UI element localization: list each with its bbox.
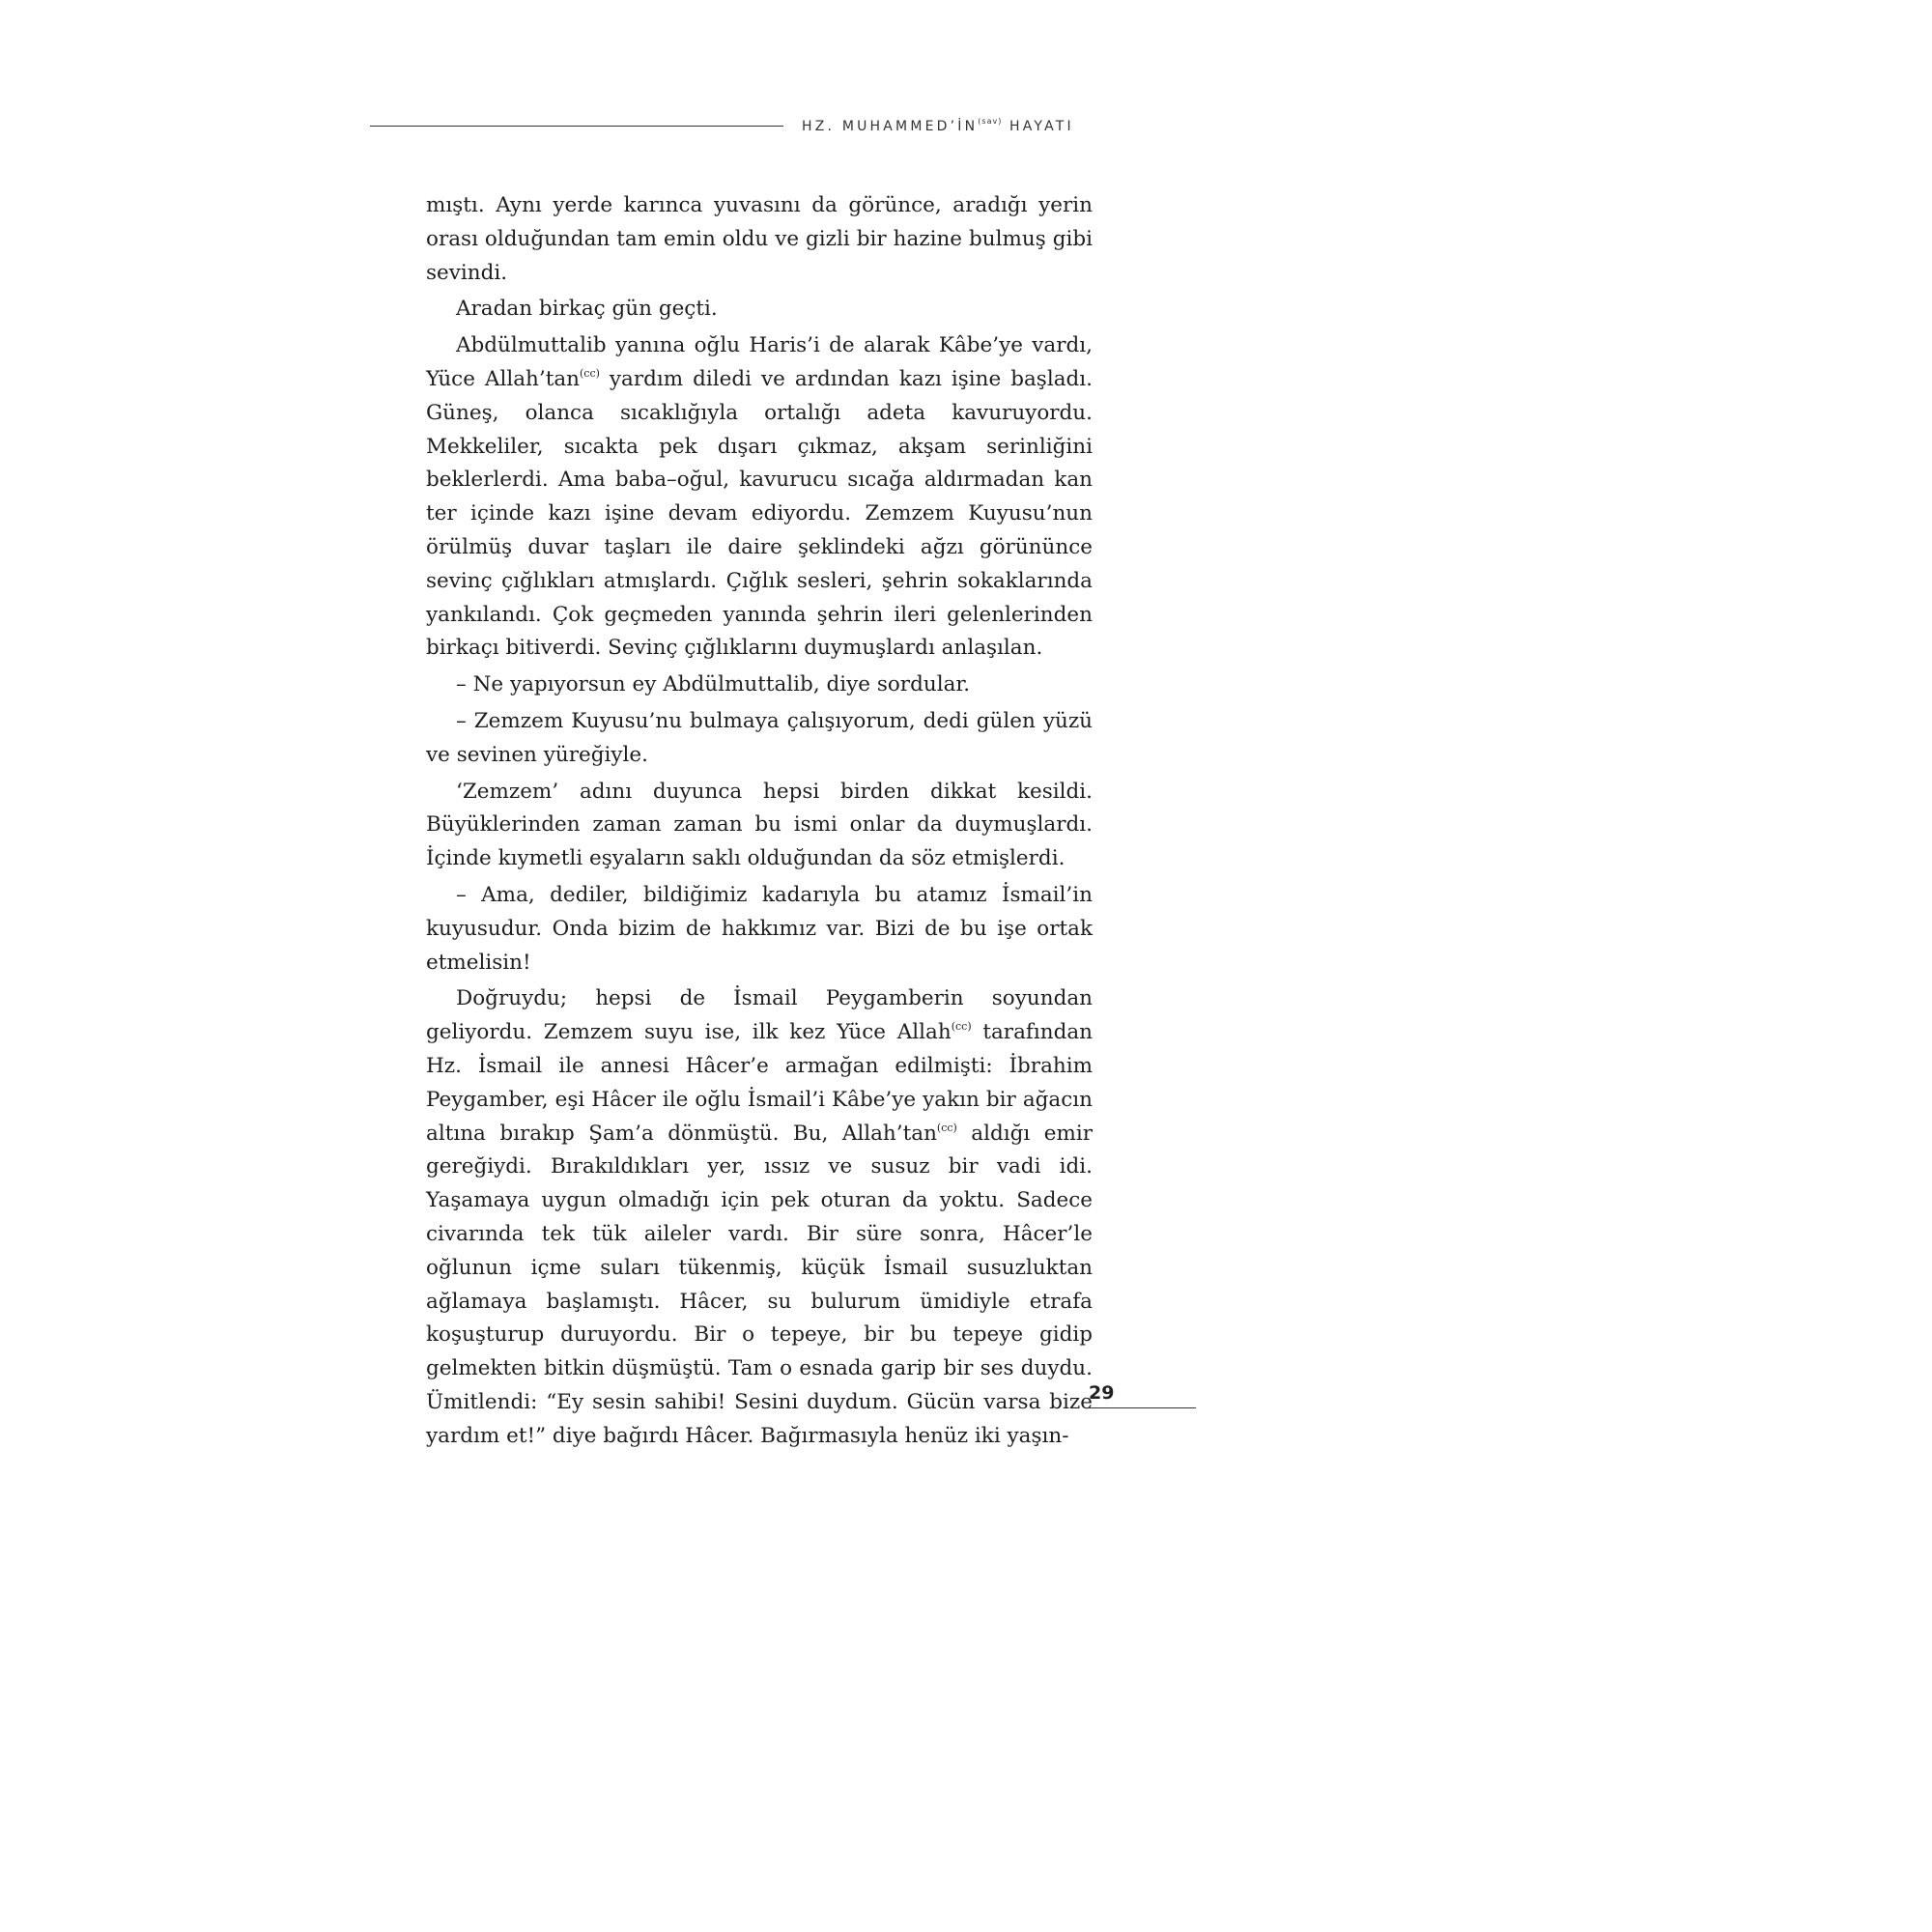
paragraph-text: mıştı. Aynı yerde karınca yuvasını da görünce, aradığı yerin orası olduğundan tam emin oldu ve gizli bir hazine bulmuş gibi sevindi. — [426, 193, 1093, 285]
page-number: 29 — [1089, 1382, 1115, 1404]
running-head-title: HZ. MUHAMMED’İN — [802, 119, 979, 134]
honorific-superscript: (cc) — [580, 366, 600, 380]
paragraph-text: Aradan birkaç gün geçti. — [456, 297, 718, 322]
paragraph-text: – Zemzem Kuyusu’nu bulmaya çalışıyorum, dedi gülen yüzü ve sevinen yüreğiyle. — [426, 708, 1093, 767]
running-head-title-end: HAYATI — [1009, 119, 1074, 134]
paragraph — [426, 879, 1093, 980]
paragraph — [426, 982, 1093, 1453]
paragraph-text: Doğruydu; hepsi de İsmail Peygamberin soyundan geliyordu. Zemzem suyu ise, ilk kez Yüce Allah — [426, 986, 1093, 1045]
body-text — [426, 189, 1093, 1456]
paragraph — [426, 705, 1093, 773]
paragraph-text: – Ne yapıyorsun ey Abdülmuttalib, diye sordular. — [456, 672, 971, 697]
page-number-rule — [1089, 1407, 1196, 1408]
running-head-honorific: (sav) — [978, 117, 1003, 126]
paragraph-text: yardım diledi ve ardından kazı işine başladı. Güneş, olanca sıcaklığıyla ortalığı adeta kavuruyordu. Mekkeliler, sıcakta pek dışarı çıkmaz, akşam serinliğini beklerlerdi. Ama baba–oğul, kavurucu sıcağa aldırmadan kan ter içinde kazı işine devam ediyordu. Zemzem Kuyusu’nun örülmüş duvar taşları ile daire şeklindeki ağzı görününce sevinç çığlıkları atmışlardı. Çığlık sesleri, şehrin sokaklarında yankılandı. Çok geçmeden yanında şehrin ileri gelenlerinden birkaçı bitiverdi. Sevinç çığlıklarını duymuşlardı anlaşılan. — [426, 366, 1094, 661]
paragraph-text: ‘Zemzem’ adını duyunca hepsi birden dikkat kesildi. Büyüklerinden zaman zaman bu ismi onlar da duymuşlardı. İçinde kıymetli eşyaların saklı olduğundan da söz etmişlerdi. — [426, 779, 1093, 871]
paragraph — [426, 189, 1093, 290]
paragraph — [426, 668, 1093, 702]
header-rule — [370, 126, 783, 127]
paragraph — [426, 293, 1093, 327]
paragraph-text: tarafından Hz. İsmail ile annesi Hâcer’e armağan edilmişti: İbrahim Peygamber, eşi Hâcer ile oğlu İsmail’i Kâbe’ye yakın bir ağacın altına bırakıp Şam’a dönmüştü. Bu, Allah’tan — [426, 1020, 1093, 1146]
paragraph-text: aldığı emir gereğiydi. Bırakıldıkları yer, ıssız ve susuz bir vadi idi. Yaşamaya uygun olmadığı için pek oturan da yoktu. Sadece civarında tek tük aileler vardı. Bir süre sonra, Hâcer’le oğlunun içme suları tükenmiş, küçük İsmail susuzluktan ağlamaya başlamıştı. Hâcer, su bulurum ümidiyle etrafa koşuşturup duruyordu. Bir o tepeye, bir bu tepeye gidip gelmekten bitkin düşmüştü. Tam o esnada garip bir ses duydu. Ümitlendi: “Ey sesin sahibi! Sesini duydum. Gücün varsa bize yardım et!” diye bağırdı Hâcer. Bağırmasıyla henüz iki yaşın- — [426, 1121, 1094, 1448]
paragraph — [426, 776, 1093, 876]
paragraph-text: – Ama, dediler, bildiğimiz kadarıyla bu atamız İsmail’in kuyusudur. Onda bizim de hakkımız var. Bizi de bu işe ortak etmelisin! — [426, 882, 1093, 975]
paragraph-text: Abdülmuttalib yanına oğlu Haris’i de alarak Kâbe’ye vardı, Yüce Allah’tan — [426, 333, 1093, 391]
honorific-superscript: (cc) — [951, 1020, 972, 1034]
running-head — [802, 117, 1074, 136]
paragraph — [426, 329, 1093, 666]
honorific-superscript: (cc) — [936, 1121, 957, 1134]
